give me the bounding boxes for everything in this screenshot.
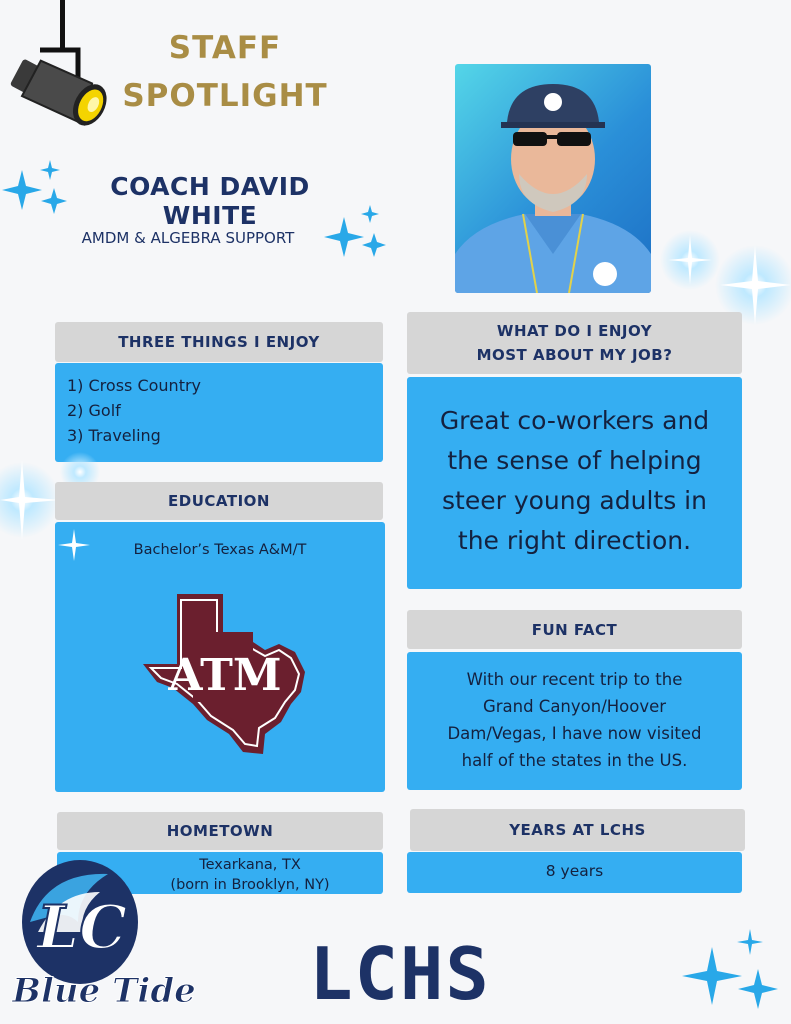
- years-box: [407, 852, 742, 893]
- list-item: 1) Cross Country: [67, 376, 202, 395]
- enjoy-job-text: [407, 377, 742, 561]
- three-things-list: [55, 363, 383, 448]
- fun-fact-text: [407, 652, 742, 774]
- fun-fact-heading: FUN FACT: [407, 610, 742, 649]
- list-item: 3) Traveling: [67, 426, 161, 445]
- years-value: 8 years: [545, 862, 604, 880]
- enjoy-job-heading: [407, 312, 742, 374]
- hometown-line-2: (born in Brooklyn, NY): [170, 877, 330, 893]
- school-name: LCHS: [309, 932, 491, 1016]
- hometown-heading: HOMETOWN: [57, 812, 383, 850]
- staff-name: COACH DAVID WHITE: [110, 172, 310, 230]
- enjoy-job-line: Great co-workers and: [439, 406, 710, 435]
- blue-tide-logo: [8, 852, 203, 1017]
- fun-fact-box: [407, 652, 742, 790]
- three-things-box: [55, 363, 383, 462]
- blue-tide-logo-script: Blue Tide: [12, 971, 196, 1011]
- enjoy-job-line: the sense of helping: [447, 446, 702, 475]
- sparkle-icon: [322, 203, 392, 265]
- enjoy-job-heading-line-2: MOST ABOUT MY JOB?: [476, 346, 673, 364]
- education-degree: Bachelor’s Texas A&M/T: [133, 542, 307, 558]
- staff-photo: [455, 64, 651, 293]
- sparkle-icon: [676, 925, 786, 1020]
- enjoy-job-line: steer young adults in: [442, 486, 707, 515]
- hometown-line-1: Texarkana, TX: [199, 857, 301, 873]
- three-things-heading: THREE THINGS I ENJOY: [55, 322, 383, 362]
- staff-role: AMDM & ALGEBRA SUPPORT: [81, 229, 295, 247]
- title-line-1: STAFF: [168, 30, 282, 66]
- enjoy-job-box: [407, 377, 742, 589]
- fun-fact-line: Grand Canyon/Hoover: [482, 697, 667, 716]
- education-box: [55, 522, 385, 792]
- enjoy-job-line: the right direction.: [457, 526, 692, 555]
- blue-tide-logo-letters: LC: [37, 893, 127, 963]
- page-title: [100, 24, 350, 120]
- fun-fact-line: Dam/Vegas, I have now visited: [447, 724, 702, 743]
- spotlight-lamp-icon: [0, 0, 110, 150]
- tamu-logo-text: ATM: [168, 650, 282, 701]
- education-heading: EDUCATION: [55, 482, 383, 520]
- title-line-2: SPOTLIGHT: [122, 78, 328, 114]
- fun-fact-line: With our recent trip to the: [466, 670, 683, 689]
- years-heading: YEARS AT LCHS: [410, 809, 745, 851]
- list-item: 2) Golf: [67, 401, 121, 420]
- fun-fact-line: half of the states in the US.: [461, 751, 688, 770]
- sparkle-glow-icon: [54, 525, 94, 565]
- enjoy-job-heading-line-1: WHAT DO I ENJOY: [496, 322, 653, 340]
- sparkle-icon: [0, 158, 80, 218]
- tamu-logo: [141, 592, 309, 757]
